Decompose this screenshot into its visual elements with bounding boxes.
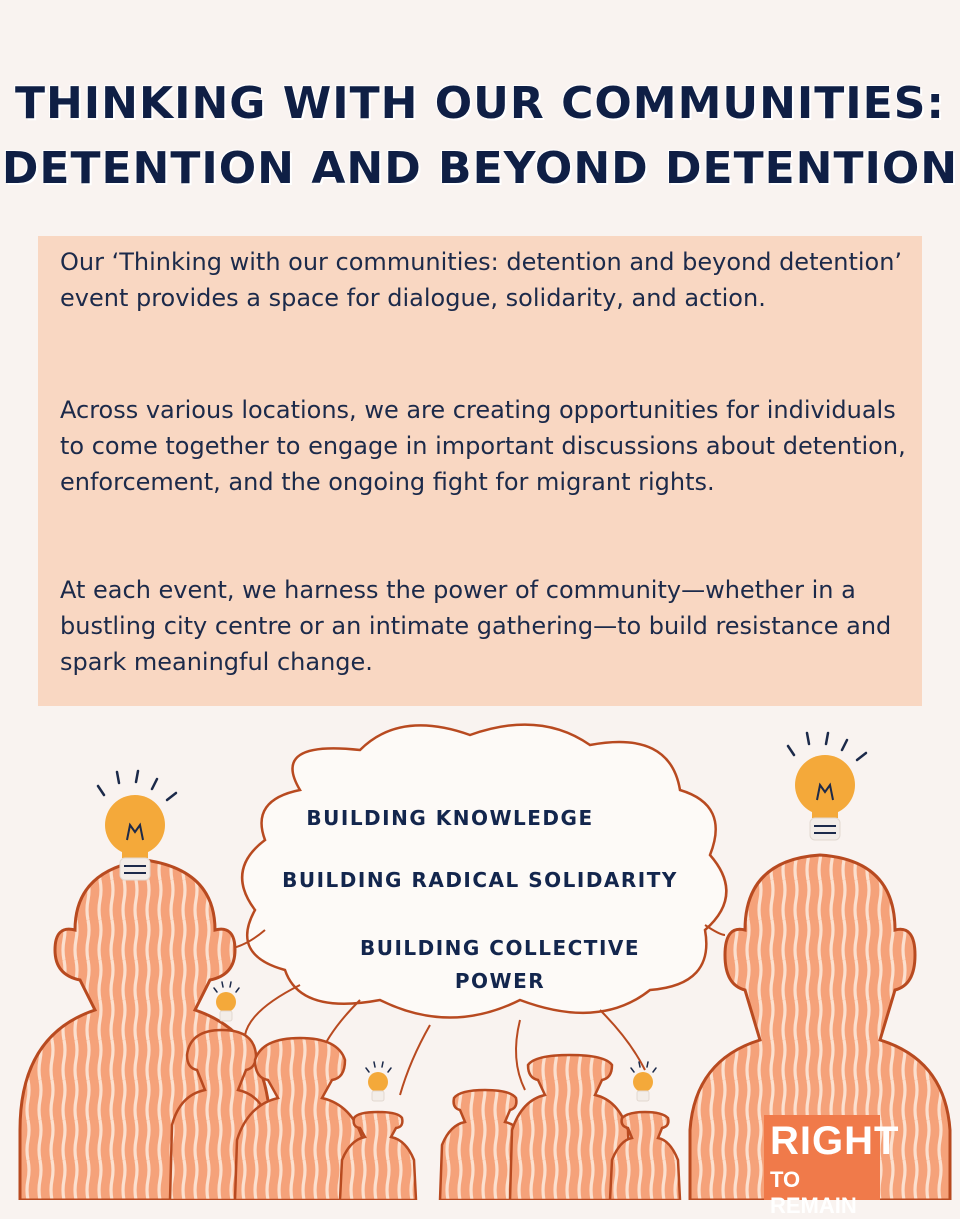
bubble-text-solidarity: BUILDING RADICAL SOLIDARITY xyxy=(282,868,678,892)
logo-line-2: TO REMAIN xyxy=(770,1167,857,1218)
description-paragraph-3: At each event, we harness the power of community—whether in a bustling city centre or an intimate gathering—to build resistance and spark meaningful change. xyxy=(60,576,892,676)
right-to-remain-logo xyxy=(764,1115,900,1218)
bubble-text-collective-power: BUILDING COLLECTIVE POWER xyxy=(359,936,641,993)
lightbulb-icon xyxy=(214,982,239,1021)
title-line-2: DETENTION AND BEYOND DETENTION xyxy=(1,143,959,194)
logo-line-1: RIGHT xyxy=(770,1119,900,1163)
bubble-text-knowledge: BUILDING KNOWLEDGE xyxy=(306,806,594,830)
lightbulb-icon xyxy=(788,733,866,840)
title-line-1: THINKING WITH OUR COMMUNITIES: xyxy=(14,78,946,129)
lightbulb-icon xyxy=(366,1062,391,1101)
description-paragraph-1: Our ‘Thinking with our communities: detention and beyond detention’ event provides a space for dialogue, solidarity, and action. xyxy=(60,248,903,312)
description-paragraph-2: Across various locations, we are creating opportunities for individuals to come together to engage in important discussions about detention, enforcement, and the ongoing fight for migrant rights. xyxy=(60,396,906,496)
